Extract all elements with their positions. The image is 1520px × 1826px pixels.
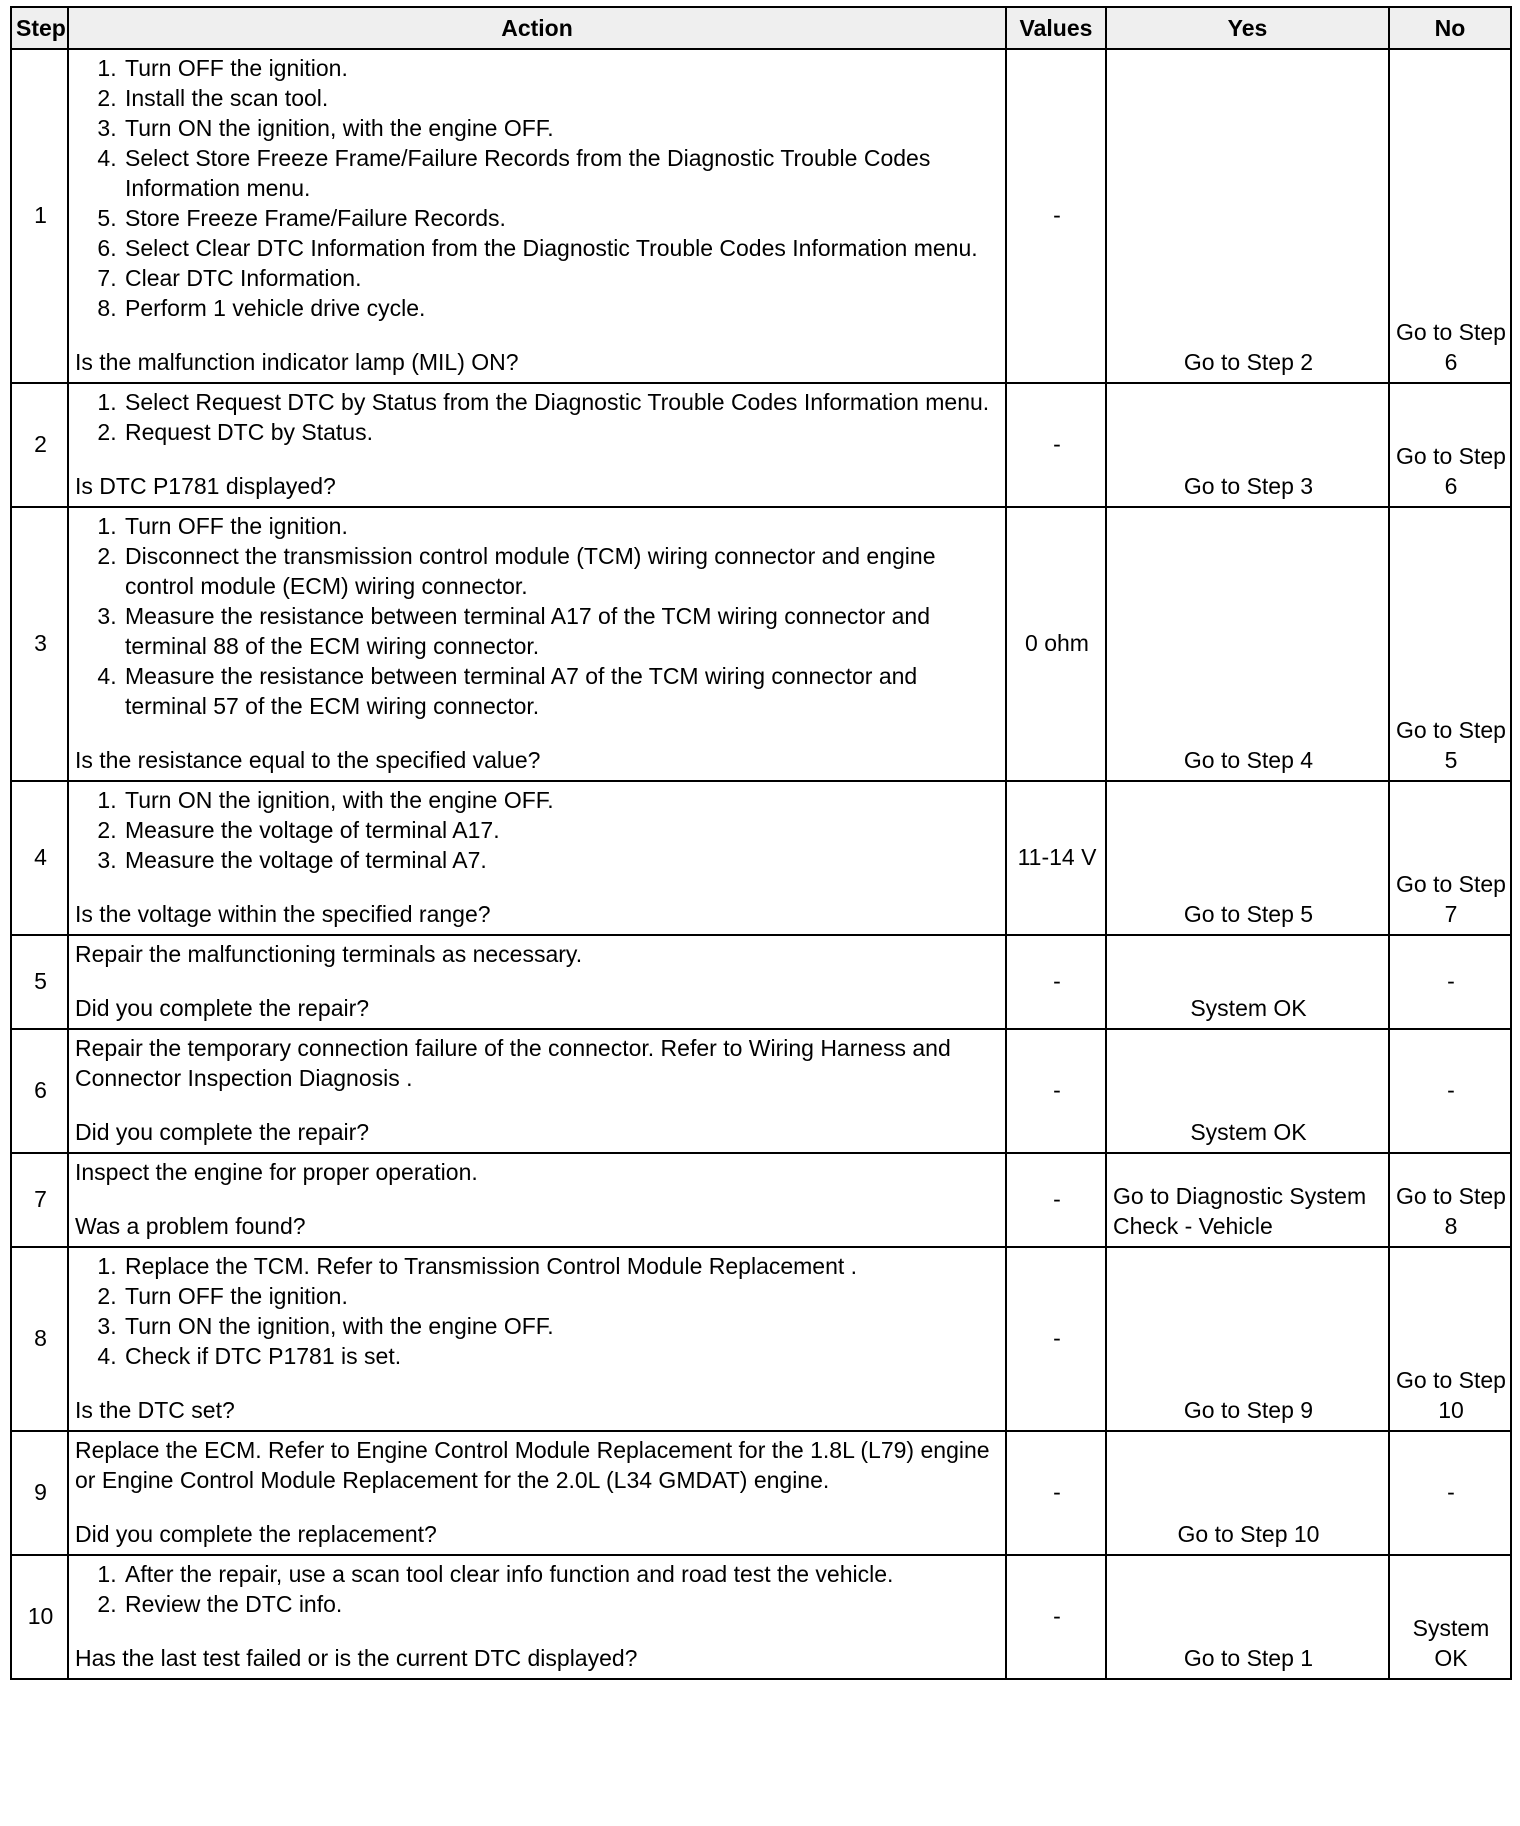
question: Did you complete the repair? <box>75 1119 370 1145</box>
yes-outcome: Go to Step 1 <box>1106 1555 1389 1679</box>
question: Has the last test failed or is the current DTC displayed? <box>75 1645 638 1671</box>
value-cell: - <box>1006 935 1106 1029</box>
table-row <box>11 781 1511 935</box>
question: Did you complete the replacement? <box>75 1521 437 1547</box>
action-cell <box>68 1555 1006 1679</box>
question: Is the malfunction indicator lamp (MIL) ON? <box>75 349 519 375</box>
action-cell <box>68 781 1006 935</box>
yes-outcome: System OK <box>1106 935 1389 1029</box>
value-cell: - <box>1006 1029 1106 1153</box>
value-cell: 11-14 V <box>1006 781 1106 935</box>
header-row <box>11 7 1511 49</box>
list-item: 3. Turn ON the ignition, with the engine OFF. <box>123 1311 1001 1341</box>
no-outcome: Go to Step 8 <box>1389 1153 1511 1247</box>
value-cell: - <box>1006 1153 1106 1247</box>
action-cell <box>68 507 1006 781</box>
list-item: 4. Select Store Freeze Frame/Failure Records from the Diagnostic Trouble Codes Information menu. <box>123 143 1001 203</box>
list-item: 2. Review the DTC info. <box>123 1589 1001 1619</box>
no-outcome: Go to Step 5 <box>1389 507 1511 781</box>
action-steps <box>75 1251 1001 1371</box>
list-item: 1. Turn OFF the ignition. <box>123 53 1001 83</box>
action-cell <box>68 49 1006 383</box>
list-item: 1. Select Request DTC by Status from the Diagnostic Trouble Codes Information menu. <box>123 387 1001 417</box>
no-outcome: Go to Step 6 <box>1389 383 1511 507</box>
question: Did you complete the repair? <box>75 995 370 1021</box>
header-step: Step <box>11 7 68 49</box>
action-steps <box>75 785 1001 875</box>
action-steps <box>75 511 1001 721</box>
table-row <box>11 49 1511 383</box>
table-row <box>11 1153 1511 1247</box>
step-number: 9 <box>11 1431 68 1555</box>
list-item: 5. Store Freeze Frame/Failure Records. <box>123 203 1001 233</box>
list-item: 2. Request DTC by Status. <box>123 417 1001 447</box>
list-item: 3. Turn ON the ignition, with the engine OFF. <box>123 113 1001 143</box>
action-steps <box>75 53 1001 323</box>
list-item: 2. Measure the voltage of terminal A17. <box>123 815 1001 845</box>
step-number: 5 <box>11 935 68 1029</box>
list-item: 3. Measure the resistance between terminal A17 of the TCM wiring connector and terminal 88 of the ECM wiring connector. <box>123 601 1001 661</box>
header-yes: Yes <box>1106 7 1389 49</box>
question: Is the voltage within the specified range? <box>75 901 491 927</box>
value-cell: - <box>1006 49 1106 383</box>
list-item: 8. Perform 1 vehicle drive cycle. <box>123 293 1001 323</box>
yes-outcome: Go to Step 9 <box>1106 1247 1389 1431</box>
list-item: 3. Measure the voltage of terminal A7. <box>123 845 1001 875</box>
step-number: 7 <box>11 1153 68 1247</box>
question: Is the DTC set? <box>75 1397 235 1423</box>
action-text: Repair the malfunctioning terminals as necessary. <box>75 941 583 967</box>
value-cell: - <box>1006 1431 1106 1555</box>
no-outcome: - <box>1389 1029 1511 1153</box>
action-cell <box>68 383 1006 507</box>
value-cell: - <box>1006 1555 1106 1679</box>
table-row <box>11 1431 1511 1555</box>
step-number: 2 <box>11 383 68 507</box>
yes-outcome: Go to Diagnostic System Check - Vehicle <box>1106 1153 1389 1247</box>
table-row <box>11 507 1511 781</box>
no-outcome: - <box>1389 1431 1511 1555</box>
list-item: 1. Turn OFF the ignition. <box>123 511 1001 541</box>
step-number: 1 <box>11 49 68 383</box>
header-values: Values <box>1006 7 1106 49</box>
no-outcome: Go to Step 7 <box>1389 781 1511 935</box>
step-number: 10 <box>11 1555 68 1679</box>
action-cell <box>68 1153 1006 1247</box>
list-item: 1. Replace the TCM. Refer to Transmission Control Module Replacement . <box>123 1251 1001 1281</box>
list-item: 2. Turn OFF the ignition. <box>123 1281 1001 1311</box>
diagnostic-table <box>10 6 1512 1680</box>
yes-outcome: Go to Step 5 <box>1106 781 1389 935</box>
value-cell: - <box>1006 1247 1106 1431</box>
header-action: Action <box>68 7 1006 49</box>
no-outcome: Go to Step 6 <box>1389 49 1511 383</box>
no-outcome: Go to Step 10 <box>1389 1247 1511 1431</box>
list-item: 1. Turn ON the ignition, with the engine OFF. <box>123 785 1001 815</box>
list-item: 4. Check if DTC P1781 is set. <box>123 1341 1001 1371</box>
action-text: Repair the temporary connection failure of the connector. Refer to Wiring Harness and Connector Inspection Diagnosis . <box>75 1035 951 1091</box>
action-text: Inspect the engine for proper operation. <box>75 1159 478 1185</box>
table-row <box>11 1555 1511 1679</box>
action-cell <box>68 1029 1006 1153</box>
action-cell <box>68 1247 1006 1431</box>
value-cell: 0 ohm <box>1006 507 1106 781</box>
table-row <box>11 935 1511 1029</box>
list-item: 2. Disconnect the transmission control module (TCM) wiring connector and engine control module (ECM) wiring connector. <box>123 541 1001 601</box>
step-number: 4 <box>11 781 68 935</box>
yes-outcome: Go to Step 2 <box>1106 49 1389 383</box>
action-steps <box>75 387 1001 447</box>
action-text: Replace the ECM. Refer to Engine Control Module Replacement for the 1.8L (L79) engine or Engine Control Module Replacement for the 2.0L (L34 GMDAT) engine. <box>75 1437 990 1493</box>
yes-outcome: Go to Step 10 <box>1106 1431 1389 1555</box>
yes-outcome: System OK <box>1106 1029 1389 1153</box>
step-number: 3 <box>11 507 68 781</box>
list-item: 6. Select Clear DTC Information from the Diagnostic Trouble Codes Information menu. <box>123 233 1001 263</box>
table-row <box>11 1247 1511 1431</box>
value-cell: - <box>1006 383 1106 507</box>
table-row <box>11 1029 1511 1153</box>
question: Is DTC P1781 displayed? <box>75 473 336 499</box>
yes-outcome: Go to Step 4 <box>1106 507 1389 781</box>
yes-outcome: Go to Step 3 <box>1106 383 1389 507</box>
list-item: 2. Install the scan tool. <box>123 83 1001 113</box>
list-item: 4. Measure the resistance between terminal A7 of the TCM wiring connector and terminal 57 of the ECM wiring connector. <box>123 661 1001 721</box>
question: Was a problem found? <box>75 1213 306 1239</box>
no-outcome: System OK <box>1389 1555 1511 1679</box>
list-item: 1. After the repair, use a scan tool clear info function and road test the vehicle. <box>123 1559 1001 1589</box>
action-cell <box>68 935 1006 1029</box>
no-outcome: - <box>1389 935 1511 1029</box>
step-number: 6 <box>11 1029 68 1153</box>
step-number: 8 <box>11 1247 68 1431</box>
header-no: No <box>1389 7 1511 49</box>
question: Is the resistance equal to the specified value? <box>75 747 541 773</box>
action-steps <box>75 1559 1001 1619</box>
action-cell <box>68 1431 1006 1555</box>
list-item: 7. Clear DTC Information. <box>123 263 1001 293</box>
table-row <box>11 383 1511 507</box>
